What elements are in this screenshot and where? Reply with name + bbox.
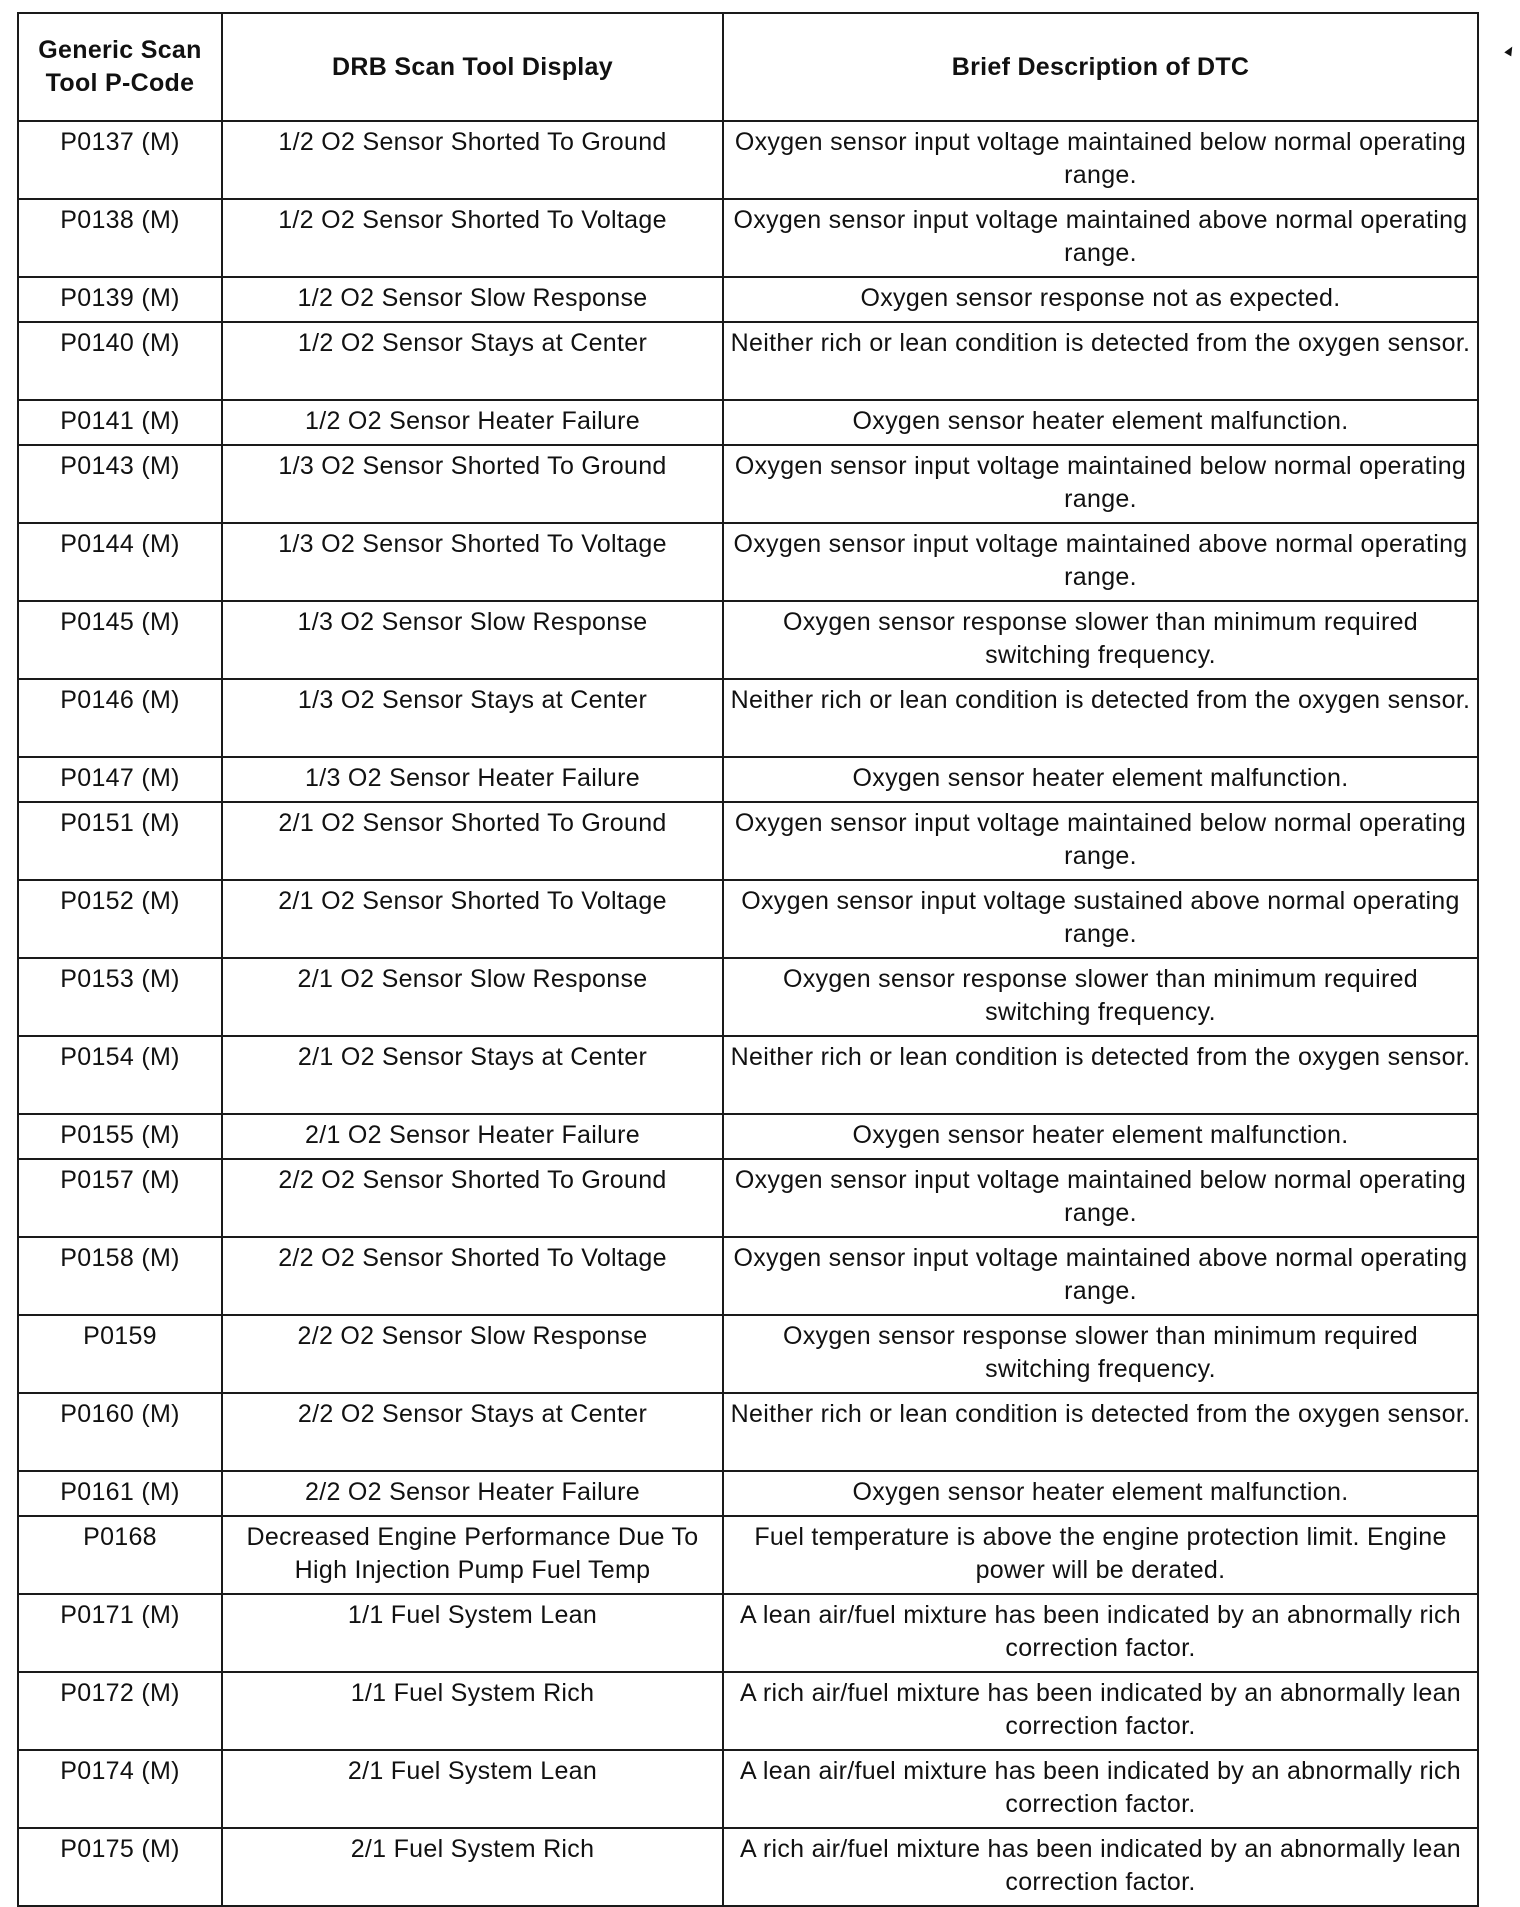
description-cell: A rich air/fuel mixture has been indicated by an abnormally lean correction factor.: [723, 1672, 1478, 1750]
pcode-cell: P0172 (M): [18, 1672, 222, 1750]
table-row: [18, 1393, 1478, 1471]
drb-display-cell: 2/1 O2 Sensor Shorted To Voltage: [222, 880, 723, 958]
description-cell: Oxygen sensor response slower than minimum required switching frequency.: [723, 958, 1478, 1036]
description-cell: Oxygen sensor input voltage maintained below normal operating range.: [723, 1159, 1478, 1237]
description-cell: Oxygen sensor input voltage sustained above normal operating range.: [723, 880, 1478, 958]
table-row: [18, 802, 1478, 880]
table-row: [18, 1471, 1478, 1516]
description-cell: Oxygen sensor heater element malfunction.: [723, 400, 1478, 445]
drb-display-cell: 1/3 O2 Sensor Shorted To Ground: [222, 445, 723, 523]
pcode-cell: P0174 (M): [18, 1750, 222, 1828]
drb-display-cell: 1/3 O2 Sensor Slow Response: [222, 601, 723, 679]
pcode-cell: P0140 (M): [18, 322, 222, 400]
drb-display-cell: 1/2 O2 Sensor Shorted To Ground: [222, 121, 723, 199]
table-row: [18, 1516, 1478, 1594]
drb-display-cell: 2/1 O2 Sensor Slow Response: [222, 958, 723, 1036]
pcode-cell: P0138 (M): [18, 199, 222, 277]
pcode-cell: P0151 (M): [18, 802, 222, 880]
dtc-table: [17, 12, 1479, 1907]
description-cell: Oxygen sensor input voltage maintained above normal operating range.: [723, 1237, 1478, 1315]
header-pcode: Generic Scan Tool P-Code: [18, 13, 222, 121]
table-row: [18, 1594, 1478, 1672]
table-row: [18, 1672, 1478, 1750]
table-row: [18, 1237, 1478, 1315]
pcode-cell: P0152 (M): [18, 880, 222, 958]
drb-display-cell: 1/1 Fuel System Rich: [222, 1672, 723, 1750]
table-row: [18, 400, 1478, 445]
header-description: Brief Description of DTC: [723, 13, 1478, 121]
table-row: [18, 757, 1478, 802]
pcode-cell: P0141 (M): [18, 400, 222, 445]
drb-display-cell: 2/1 O2 Sensor Stays at Center: [222, 1036, 723, 1114]
table-row: [18, 1036, 1478, 1114]
drb-display-cell: 2/2 O2 Sensor Slow Response: [222, 1315, 723, 1393]
table-row: [18, 1750, 1478, 1828]
table-row: [18, 523, 1478, 601]
pcode-cell: P0161 (M): [18, 1471, 222, 1516]
description-cell: A rich air/fuel mixture has been indicated by an abnormally lean correction factor.: [723, 1828, 1478, 1906]
drb-display-cell: 2/1 Fuel System Lean: [222, 1750, 723, 1828]
drb-display-cell: 1/2 O2 Sensor Stays at Center: [222, 322, 723, 400]
description-cell: Oxygen sensor input voltage maintained above normal operating range.: [723, 523, 1478, 601]
header-drb-display: DRB Scan Tool Display: [222, 13, 723, 121]
drb-display-cell: 2/1 O2 Sensor Shorted To Ground: [222, 802, 723, 880]
margin-arrow-mark: [1504, 45, 1515, 57]
table-row: [18, 1315, 1478, 1393]
table-row: [18, 445, 1478, 523]
description-cell: Oxygen sensor input voltage maintained above normal operating range.: [723, 199, 1478, 277]
table-row: [18, 1828, 1478, 1906]
table-row: [18, 199, 1478, 277]
pcode-cell: P0168: [18, 1516, 222, 1594]
pcode-cell: P0137 (M): [18, 121, 222, 199]
description-cell: A lean air/fuel mixture has been indicated by an abnormally rich correction factor.: [723, 1750, 1478, 1828]
pcode-cell: P0155 (M): [18, 1114, 222, 1159]
pcode-cell: P0144 (M): [18, 523, 222, 601]
description-cell: Neither rich or lean condition is detected from the oxygen sensor.: [723, 1036, 1478, 1114]
description-cell: Neither rich or lean condition is detected from the oxygen sensor.: [723, 1393, 1478, 1471]
description-cell: A lean air/fuel mixture has been indicated by an abnormally rich correction factor.: [723, 1594, 1478, 1672]
pcode-cell: P0159: [18, 1315, 222, 1393]
pcode-cell: P0160 (M): [18, 1393, 222, 1471]
pcode-cell: P0157 (M): [18, 1159, 222, 1237]
drb-display-cell: 1/2 O2 Sensor Shorted To Voltage: [222, 199, 723, 277]
drb-display-cell: 2/2 O2 Sensor Heater Failure: [222, 1471, 723, 1516]
table-row: [18, 1159, 1478, 1237]
table-row: [18, 880, 1478, 958]
description-cell: Oxygen sensor response slower than minimum required switching frequency.: [723, 1315, 1478, 1393]
header-row: [18, 13, 1478, 121]
description-cell: Oxygen sensor input voltage maintained below normal operating range.: [723, 121, 1478, 199]
drb-display-cell: 1/1 Fuel System Lean: [222, 1594, 723, 1672]
pcode-cell: P0146 (M): [18, 679, 222, 757]
description-cell: Oxygen sensor response slower than minimum required switching frequency.: [723, 601, 1478, 679]
drb-display-cell: 1/2 O2 Sensor Heater Failure: [222, 400, 723, 445]
drb-display-cell: 1/3 O2 Sensor Shorted To Voltage: [222, 523, 723, 601]
drb-display-cell: 1/3 O2 Sensor Heater Failure: [222, 757, 723, 802]
pcode-cell: P0153 (M): [18, 958, 222, 1036]
drb-display-cell: 2/1 O2 Sensor Heater Failure: [222, 1114, 723, 1159]
description-cell: Fuel temperature is above the engine protection limit. Engine power will be derated.: [723, 1516, 1478, 1594]
description-cell: Oxygen sensor input voltage maintained below normal operating range.: [723, 802, 1478, 880]
table-row: [18, 1114, 1478, 1159]
pcode-cell: P0171 (M): [18, 1594, 222, 1672]
pcode-cell: P0139 (M): [18, 277, 222, 322]
drb-display-cell: 2/1 Fuel System Rich: [222, 1828, 723, 1906]
table-row: [18, 277, 1478, 322]
drb-display-cell: 1/2 O2 Sensor Slow Response: [222, 277, 723, 322]
description-cell: Oxygen sensor response not as expected.: [723, 277, 1478, 322]
pcode-cell: P0175 (M): [18, 1828, 222, 1906]
drb-display-cell: 2/2 O2 Sensor Shorted To Ground: [222, 1159, 723, 1237]
drb-display-cell: 1/3 O2 Sensor Stays at Center: [222, 679, 723, 757]
description-cell: Oxygen sensor heater element malfunction.: [723, 1114, 1478, 1159]
table-row: [18, 322, 1478, 400]
description-cell: Neither rich or lean condition is detected from the oxygen sensor.: [723, 322, 1478, 400]
pcode-cell: P0154 (M): [18, 1036, 222, 1114]
pcode-cell: P0145 (M): [18, 601, 222, 679]
description-cell: Oxygen sensor input voltage maintained below normal operating range.: [723, 445, 1478, 523]
description-cell: Oxygen sensor heater element malfunction.: [723, 757, 1478, 802]
drb-display-cell: 2/2 O2 Sensor Stays at Center: [222, 1393, 723, 1471]
drb-display-cell: Decreased Engine Performance Due To High Injection Pump Fuel Temp: [222, 1516, 723, 1594]
description-cell: Oxygen sensor heater element malfunction.: [723, 1471, 1478, 1516]
table-row: [18, 601, 1478, 679]
pcode-cell: P0158 (M): [18, 1237, 222, 1315]
pcode-cell: P0143 (M): [18, 445, 222, 523]
description-cell: Neither rich or lean condition is detected from the oxygen sensor.: [723, 679, 1478, 757]
table-row: [18, 679, 1478, 757]
pcode-cell: P0147 (M): [18, 757, 222, 802]
drb-display-cell: 2/2 O2 Sensor Shorted To Voltage: [222, 1237, 723, 1315]
table-row: [18, 958, 1478, 1036]
table-row: [18, 121, 1478, 199]
